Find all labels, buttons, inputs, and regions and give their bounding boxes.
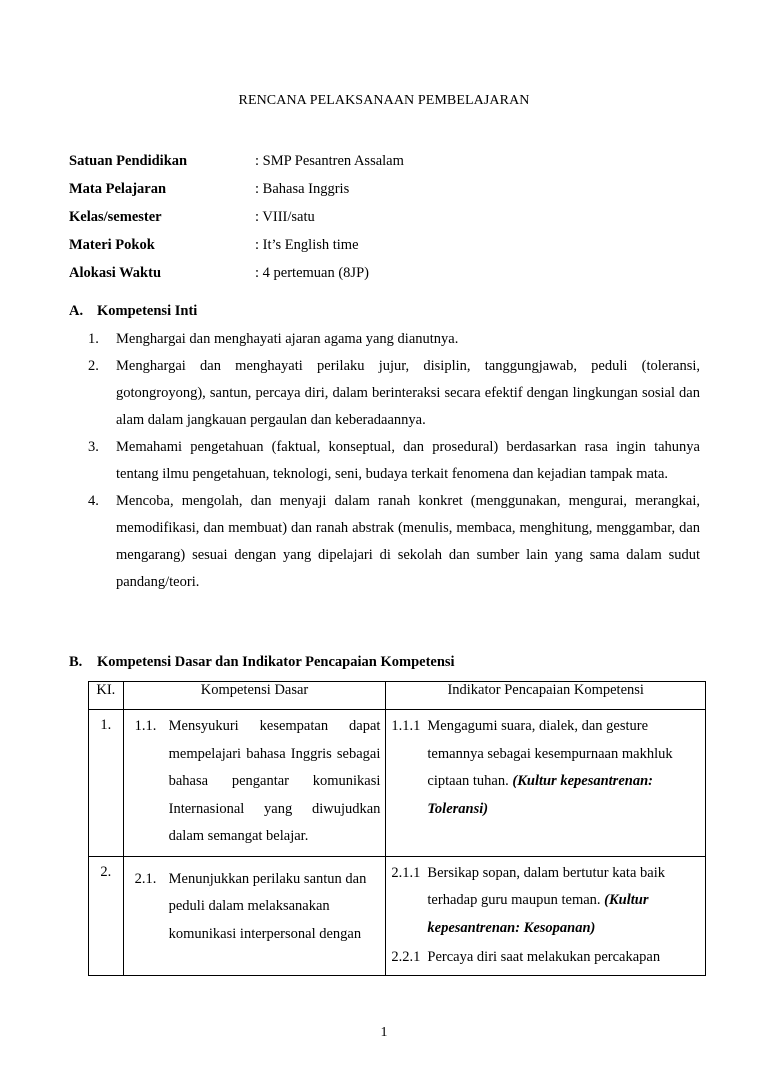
list-number: 3.: [88, 439, 99, 455]
identity-block: [69, 147, 404, 287]
list-number: 2.: [88, 358, 99, 374]
indikator-entry: [387, 858, 704, 943]
column-header-indikator: Indikator Pencapaian Kompetensi: [386, 682, 706, 710]
list-text: Menghargai dan menghayati ajaran agama yang dianutnya.: [116, 331, 459, 347]
identity-value: : 4 pertemuan (8JP): [255, 264, 369, 281]
identity-row: [69, 203, 404, 231]
indikator-code: 2.1.1: [391, 864, 421, 881]
kd-cell: [123, 710, 386, 857]
identity-label: Kelas/semester: [69, 208, 162, 225]
kd-text: Mensyukuri kesempatan dapat mempelajari bahasa Inggris sebagai bahasa pengantar komunikasi Internasional yang diwujudkan dalam semangat belajar.: [168, 718, 381, 844]
table-row: [89, 856, 706, 975]
identity-label: Mata Pelajaran: [69, 180, 167, 197]
section-number: A.: [69, 303, 84, 319]
list-text: Menghargai dan menghayati perilaku jujur, disiplin, tanggungjawab, peduli (toleransi, gotongroyong), santun, percaya diri, dalam berinteraksi secara efektif dengan lingkungan sosial dan alam dalam jangkauan pergaulan dan keberadaannya.: [116, 358, 700, 428]
kd-entry: [125, 858, 385, 953]
indikator-text: Bersikap sopan, dalam bertutur kata baik terhadap guru maupun teman.: [427, 864, 665, 908]
ki-number: 2.: [89, 856, 124, 975]
list-number: 1.: [88, 331, 99, 347]
kd-text: Menunjukkan perilaku santun dan peduli dalam melaksanakan komunikasi interpersonal dengan: [168, 870, 367, 942]
table-row: [89, 710, 706, 857]
identity-value: : It’s English time: [255, 236, 359, 253]
indikator-cell: [386, 710, 706, 857]
identity-row: [69, 259, 404, 287]
page-title: RENCANA PELAKSANAAN PEMBELAJARAN: [238, 93, 530, 108]
ki-number: 1.: [89, 710, 124, 857]
indikator-emphasis: (Kultur kepesantrenan: Toleransi): [427, 773, 653, 817]
identity-label: Satuan Pendidikan: [69, 152, 188, 169]
section-a-heading: [69, 303, 197, 320]
list-item: [88, 434, 700, 488]
section-title: Kompetensi Dasar dan Indikator Pencapaian Kompetensi: [97, 654, 455, 670]
identity-label: Alokasi Waktu: [69, 264, 162, 281]
table-header-row: [89, 682, 706, 710]
identity-label: Materi Pokok: [69, 236, 155, 253]
section-number: B.: [69, 654, 83, 670]
indikator-emphasis: (Kultur kepesantrenan: Kesopanan): [427, 892, 649, 936]
section-b-heading: [69, 654, 455, 671]
kd-cell: [123, 856, 386, 975]
kompetensi-dasar-table: [88, 681, 706, 976]
column-header-kd: Kompetensi Dasar: [123, 682, 386, 710]
kd-code: 2.1.: [134, 870, 157, 887]
kd-entry: [125, 711, 385, 855]
identity-value: : SMP Pesantren Assalam: [255, 152, 404, 169]
identity-row: [69, 147, 404, 175]
kompetensi-inti-list: [88, 326, 700, 596]
page-number: 1: [380, 1025, 388, 1040]
indikator-entry: [387, 711, 704, 823]
indikator-text: Percaya diri saat melakukan percakapan: [427, 949, 661, 965]
list-number: 4.: [88, 493, 99, 509]
list-text: Mencoba, mengolah, dan menyaji dalam ranah konkret (menggunakan, mengurai, merangkai, memodifikasi, dan membuat) dan ranah abstrak (menulis, membaca, menghitung, menggambar, dan mengarang) sesuai dengan yang dipelajari di sekolah dan sumber lain yang sama dalam sudut pandang/teori.: [116, 493, 700, 590]
list-text: Memahami pengetahuan (faktual, konseptual, dan prosedural) berdasarkan rasa ingin tahunya tentang ilmu pengetahuan, teknologi, seni, budaya terkait fenomena dan kejadian tampak mata.: [116, 439, 700, 482]
column-header-ki: KI.: [89, 682, 124, 710]
list-item: [88, 488, 700, 596]
indikator-code: 2.2.1: [391, 949, 421, 965]
indikator-cell: [386, 856, 706, 975]
kd-code: 1.1.: [134, 718, 157, 734]
identity-value: : VIII/satu: [255, 208, 315, 225]
list-item: [88, 326, 700, 353]
section-title: Kompetensi Inti: [97, 303, 198, 319]
identity-value: : Bahasa Inggris: [255, 180, 350, 197]
indikator-entry: [387, 942, 704, 974]
identity-row: [69, 175, 404, 203]
identity-row: [69, 231, 404, 259]
list-item: [88, 353, 700, 434]
indikator-text: Mengagumi suara, dialek, dan gesture temannya sebagai kesempurnaan makhluk ciptaan tuhan.: [427, 718, 673, 789]
indikator-code: 1.1.1: [391, 718, 421, 734]
